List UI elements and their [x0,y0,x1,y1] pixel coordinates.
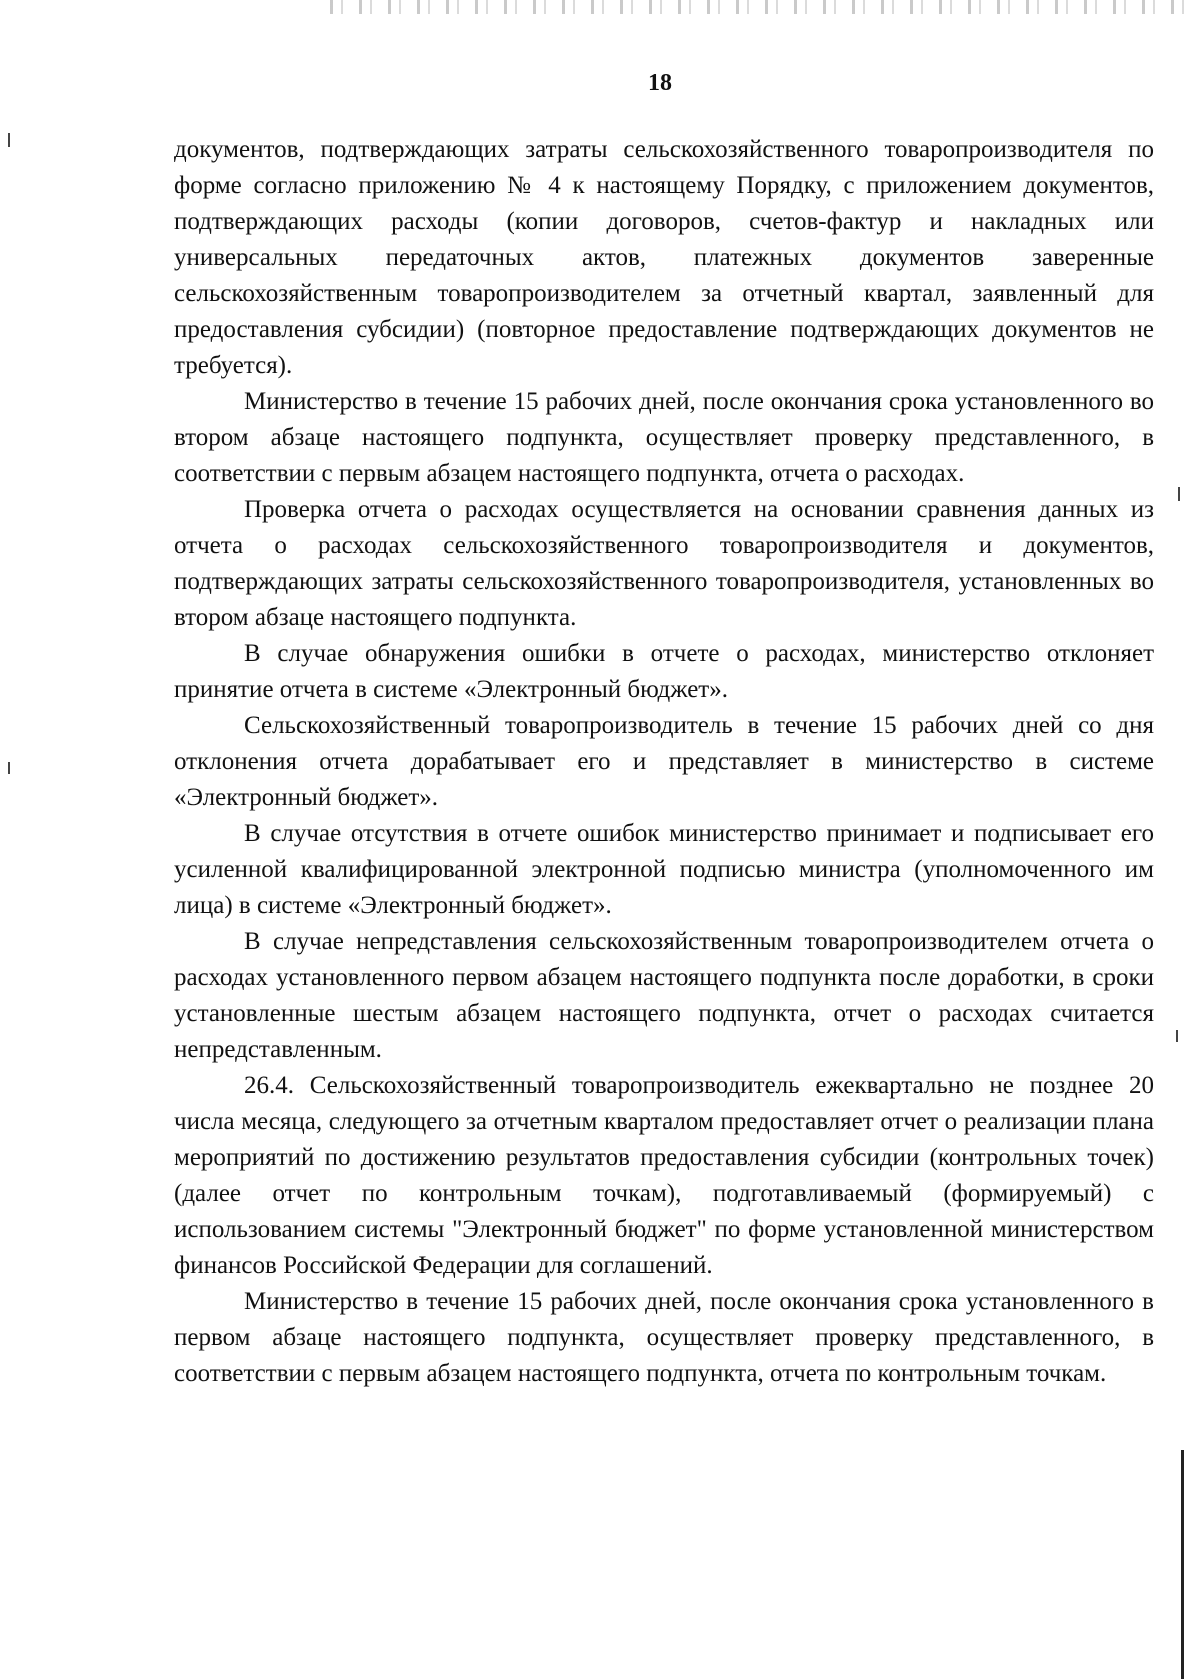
scan-artifact-right-mark [1178,487,1180,501]
scan-artifact-right-mark [1176,1030,1178,1042]
paragraph: 26.4. Сельскохозяйственный товаропроизводитель ежеквартально не позднее 20 числа месяца, следующего за отчетным кварталом предоставляет отчет о реализации плана мероприятий по достижению результатов предоставления субсидии (контрольных точек) (далее отчет по контрольным точкам), подготавливаемый (формируемый) с использованием системы "Электронный бюджет" по форме установленной министерством финансов Российской Федерации для соглашений. [174,1072,1154,1279]
paragraph: В случае непредставления сельскохозяйственным товаропроизводителем отчета о расходах установленного первом абзацем настоящего подпункта после доработки, в сроки установленные шестым абзацем настоящего подпункта, отчет о расходах считается непредставленным. [174,928,1154,1063]
paragraph: Министерство в течение 15 рабочих дней, после окончания срока установленного в первом абзаце настоящего подпункта, осуществляет проверку представленного, в соответствии с первым абзацем настоящего подпункта, отчета по контрольным точкам. [174,1288,1154,1387]
paragraph: Сельскохозяйственный товаропроизводитель в течение 15 рабочих дней со дня отклонения отчета дорабатывает его и представляет в министерство в системе «Электронный бюджет». [174,712,1154,811]
paragraph: В случае обнаружения ошибки в отчете о расходах, министерство отклоняет принятие отчета в системе «Электронный бюджет». [174,640,1154,703]
page-number: 18 [648,70,672,96]
scan-artifact-right-edge [1181,1450,1184,1679]
scan-artifact-left-mark [8,762,10,774]
paragraph: Министерство в течение 15 рабочих дней, после окончания срока установленного во втором абзаце настоящего подпункта, осуществляет проверку представленного, в соответствии с первым абзацем настоящего подпункта, отчета о расходах. [174,388,1154,487]
document-body [174,132,1154,1392]
paragraph: В случае отсутствия в отчете ошибок министерство принимает и подписывает его усиленной квалифицированной электронной подписью министра (уполномоченного им лица) в системе «Электронный бюджет». [174,820,1154,919]
paragraph: Проверка отчета о расходах осуществляется на основании сравнения данных из отчета о расходах сельскохозяйственного товаропроизводителя и документов, подтверждающих затраты сельскохозяйственного товаропроизводителя, установленных во втором абзаце настоящего подпункта. [174,496,1154,631]
scan-artifact-left-mark [8,133,10,147]
paragraph: документов, подтверждающих затраты сельскохозяйственного товаропроизводителя по форме согласно приложению № 4 к настоящему Порядку, с приложением документов, подтверждающих расходы (копии договоров, счетов-фактур и накладных или универсальных передаточных актов, платежных документов заверенные сельскохозяйственным товаропроизводителем за отчетный квартал, заявленный для предоставления субсидии) (повторное предоставление подтверждающих документов не требуется). [174,136,1154,379]
scan-artifact-top [330,0,1190,14]
